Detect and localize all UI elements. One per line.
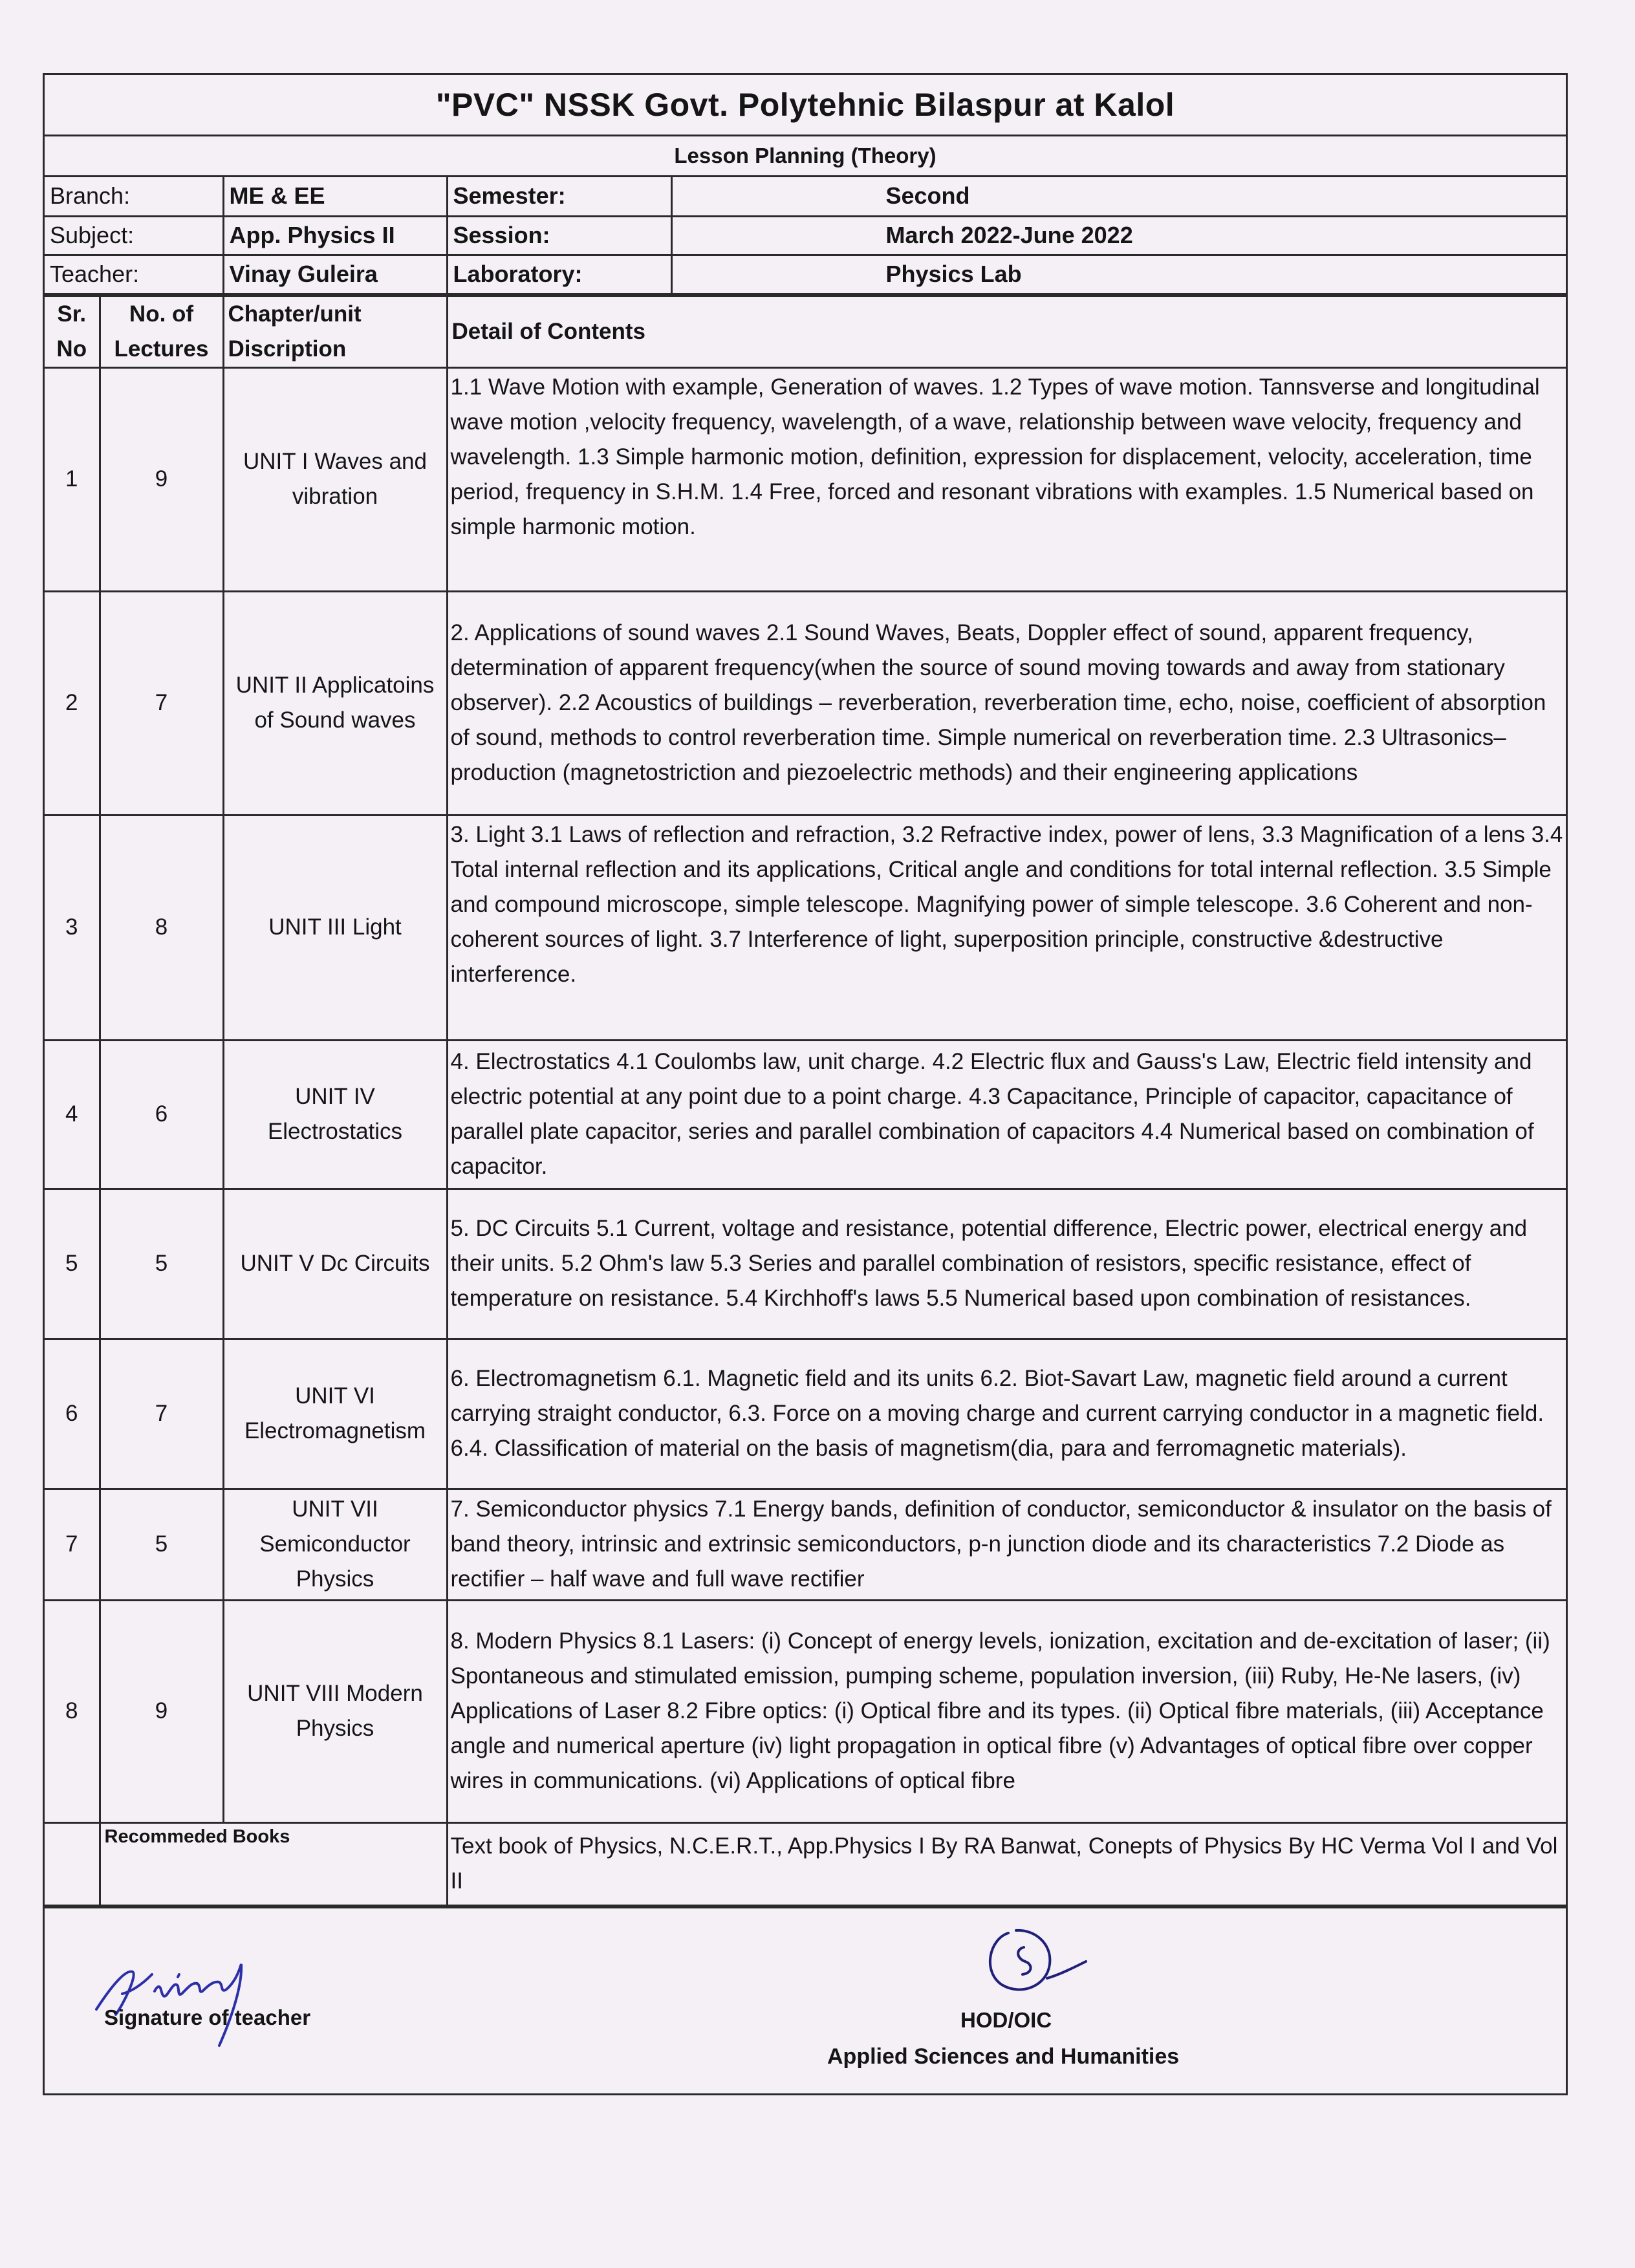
table-row bbox=[45, 1040, 1566, 1189]
col-header-sr-no: Sr. No bbox=[45, 296, 100, 367]
row-lectures: 5 bbox=[100, 1489, 223, 1600]
table-row bbox=[45, 1339, 1566, 1489]
meta-row-subject bbox=[45, 216, 1566, 255]
laboratory-label: Laboratory: bbox=[447, 255, 671, 294]
table-row bbox=[45, 815, 1566, 1040]
books-spacer bbox=[45, 1822, 100, 1905]
row-details: 5. DC Circuits 5.1 Current, voltage and resistance, potential difference, Electric power, electrical energy and their units. 5.2 Ohm's law 5.3 Series and parallel combination of resistors, specific resistance, effect of temperature on resistance. 5.4 Kirchhoff's laws 5.5 Numerical based upon combination of resistances. bbox=[447, 1189, 1566, 1339]
session-value: March 2022-June 2022 bbox=[671, 216, 1566, 255]
branch-value: ME & EE bbox=[223, 177, 447, 216]
row-lectures: 9 bbox=[100, 1600, 223, 1822]
subject-label: Subject: bbox=[45, 216, 223, 255]
row-unit: UNIT VI Electromagnetism bbox=[223, 1339, 447, 1489]
row-details: 2. Applications of sound waves 2.1 Sound Waves, Beats, Doppler effect of sound, apparent frequency, determination of apparent frequency(when the source of sound moving towards and away from stationary observer). 2.2 Acoustics of buildings – reverberation, reverberation time, echo, noise, coefficient of absorption of sound, methods to control reverberation time. Simple numerical on reverberation time. 2.3 Ultrasonics– production (magnetostriction and piezoelectric methods) and their engineering applications bbox=[447, 591, 1566, 815]
laboratory-value: Physics Lab bbox=[671, 255, 1566, 294]
row-sr-no: 6 bbox=[45, 1339, 100, 1489]
row-unit: UNIT VIII Modern Physics bbox=[223, 1600, 447, 1822]
semester-label: Semester: bbox=[447, 177, 671, 216]
table-row bbox=[45, 1600, 1566, 1822]
teacher-value: Vinay Guleira bbox=[223, 255, 447, 294]
subject-value: App. Physics II bbox=[223, 216, 447, 255]
hod-signature-icon bbox=[969, 1914, 1112, 2011]
col-header-details: Detail of Contents bbox=[447, 296, 1566, 367]
books-label: Recommeded Books bbox=[100, 1822, 447, 1905]
hod-label: HOD/OIC bbox=[960, 2007, 1052, 2032]
branch-label: Branch: bbox=[45, 177, 223, 216]
teacher-signature-icon bbox=[87, 1932, 307, 2055]
row-unit: UNIT IV Electrostatics bbox=[223, 1040, 447, 1189]
signature-area bbox=[45, 1906, 1566, 2108]
row-unit: UNIT VII Semiconductor Physics bbox=[223, 1489, 447, 1600]
row-sr-no: 7 bbox=[45, 1489, 100, 1600]
row-sr-no: 1 bbox=[45, 367, 100, 591]
row-details: 8. Modern Physics 8.1 Lasers: (i) Concept of energy levels, ionization, excitation and de-excitation of laser; (ii) Spontaneous and stimulated emission, pumping scheme, population inversion, (iii) Ruby, He-Ne lasers, (iv) Applications of Laser 8.2 Fibre optics: (i) Optical fibre and its types. (ii) Optical fibre materials, (iii) Acceptance angle and numerical aperture (iv) light propagation in optical fibre (v) Advantages of optical fibre over copper wires in communications. (vi) Applications of optical fibre bbox=[447, 1600, 1566, 1822]
table-row bbox=[45, 367, 1566, 591]
lesson-plan-sheet bbox=[43, 73, 1568, 2095]
table-row bbox=[45, 591, 1566, 815]
table-header-row bbox=[45, 296, 1566, 367]
col-header-lectures: No. of Lectures bbox=[100, 296, 223, 367]
table-row bbox=[45, 1189, 1566, 1339]
contents-table bbox=[45, 295, 1566, 1906]
row-sr-no: 8 bbox=[45, 1600, 100, 1822]
row-unit: UNIT V Dc Circuits bbox=[223, 1189, 447, 1339]
row-unit: UNIT I Waves and vibration bbox=[223, 367, 447, 591]
meta-row-branch bbox=[45, 177, 1566, 216]
teacher-signature-label: Signature of teacher bbox=[104, 2005, 311, 2029]
semester-value: Second bbox=[671, 177, 1566, 216]
meta-row-teacher bbox=[45, 255, 1566, 294]
row-lectures: 9 bbox=[100, 367, 223, 591]
meta-table bbox=[45, 177, 1566, 295]
row-details: 7. Semiconductor physics 7.1 Energy bands, definition of conductor, semiconductor & insulator on the basis of band theory, intrinsic and extrinsic semiconductors, p-n junction diode and its characteristics 7.2 Diode as rectifier – half wave and full wave rectifier bbox=[447, 1489, 1566, 1600]
row-unit: UNIT III Light bbox=[223, 815, 447, 1040]
row-lectures: 7 bbox=[100, 591, 223, 815]
row-details: 1.1 Wave Motion with example, Generation of waves. 1.2 Types of wave motion. Tannsverse and longitudinal wave motion ,velocity frequency, wavelength, of a wave, relationship between wave velocity, frequency and wavelength. 1.3 Simple harmonic motion, definition, expression for displacement, velocity, acceleration, time period, frequency in S.H.M. 1.4 Free, forced and resonant vibrations with examples. 1.5 Numerical based on simple harmonic motion. bbox=[447, 367, 1566, 591]
department-label: Applied Sciences and Humanities bbox=[827, 2044, 1180, 2069]
row-sr-no: 5 bbox=[45, 1189, 100, 1339]
session-label: Session: bbox=[447, 216, 671, 255]
row-unit: UNIT II Applicatoins of Sound waves bbox=[223, 591, 447, 815]
row-lectures: 5 bbox=[100, 1189, 223, 1339]
row-details: 3. Light 3.1 Laws of reflection and refraction, 3.2 Refractive index, power of lens, 3.3 Magnification of a lens 3.4 Total internal reflection and its applications, Critical angle and conditions for total internal reflection. 3.5 Simple and compound microscope, simple telescope. Magnifying power of simple telescope. 3.6 Coherent and non-coherent sources of light. 3.7 Interference of light, superposition principle, constructive &destructive interference. bbox=[447, 815, 1566, 1040]
page-subtitle: Lesson Planning (Theory) bbox=[45, 136, 1566, 177]
row-lectures: 8 bbox=[100, 815, 223, 1040]
row-details: 4. Electrostatics 4.1 Coulombs law, unit charge. 4.2 Electric flux and Gauss's Law, Electric field intensity and electric potential at any point due to a point charge. 4.3 Capacitance, Principle of capacitor, capacitance of parallel plate capacitor, series and parallel combination of capacitors 4.4 Numerical based on combination of capacitor. bbox=[447, 1040, 1566, 1189]
row-lectures: 6 bbox=[100, 1040, 223, 1189]
col-header-chapter: Chapter/unit Discription bbox=[223, 296, 447, 367]
row-sr-no: 4 bbox=[45, 1040, 100, 1189]
books-text: Text book of Physics, N.C.E.R.T., App.Physics I By RA Banwat, Conepts of Physics By HC Verma Vol I and Vol II bbox=[447, 1822, 1566, 1905]
page-title: "PVC" NSSK Govt. Polytehnic Bilaspur at Kalol bbox=[45, 75, 1566, 136]
row-details: 6. Electromagnetism 6.1. Magnetic field and its units 6.2. Biot-Savart Law, magnetic field around a current carrying straight conductor, 6.3. Force on a moving charge and current carrying conductor in a magnetic field. 6.4. Classification of material on the basis of magnetism(dia, para and ferromagnetic materials). bbox=[447, 1339, 1566, 1489]
row-sr-no: 2 bbox=[45, 591, 100, 815]
row-sr-no: 3 bbox=[45, 815, 100, 1040]
table-row bbox=[45, 1489, 1566, 1600]
books-row bbox=[45, 1822, 1566, 1905]
teacher-label: Teacher: bbox=[45, 255, 223, 294]
row-lectures: 7 bbox=[100, 1339, 223, 1489]
